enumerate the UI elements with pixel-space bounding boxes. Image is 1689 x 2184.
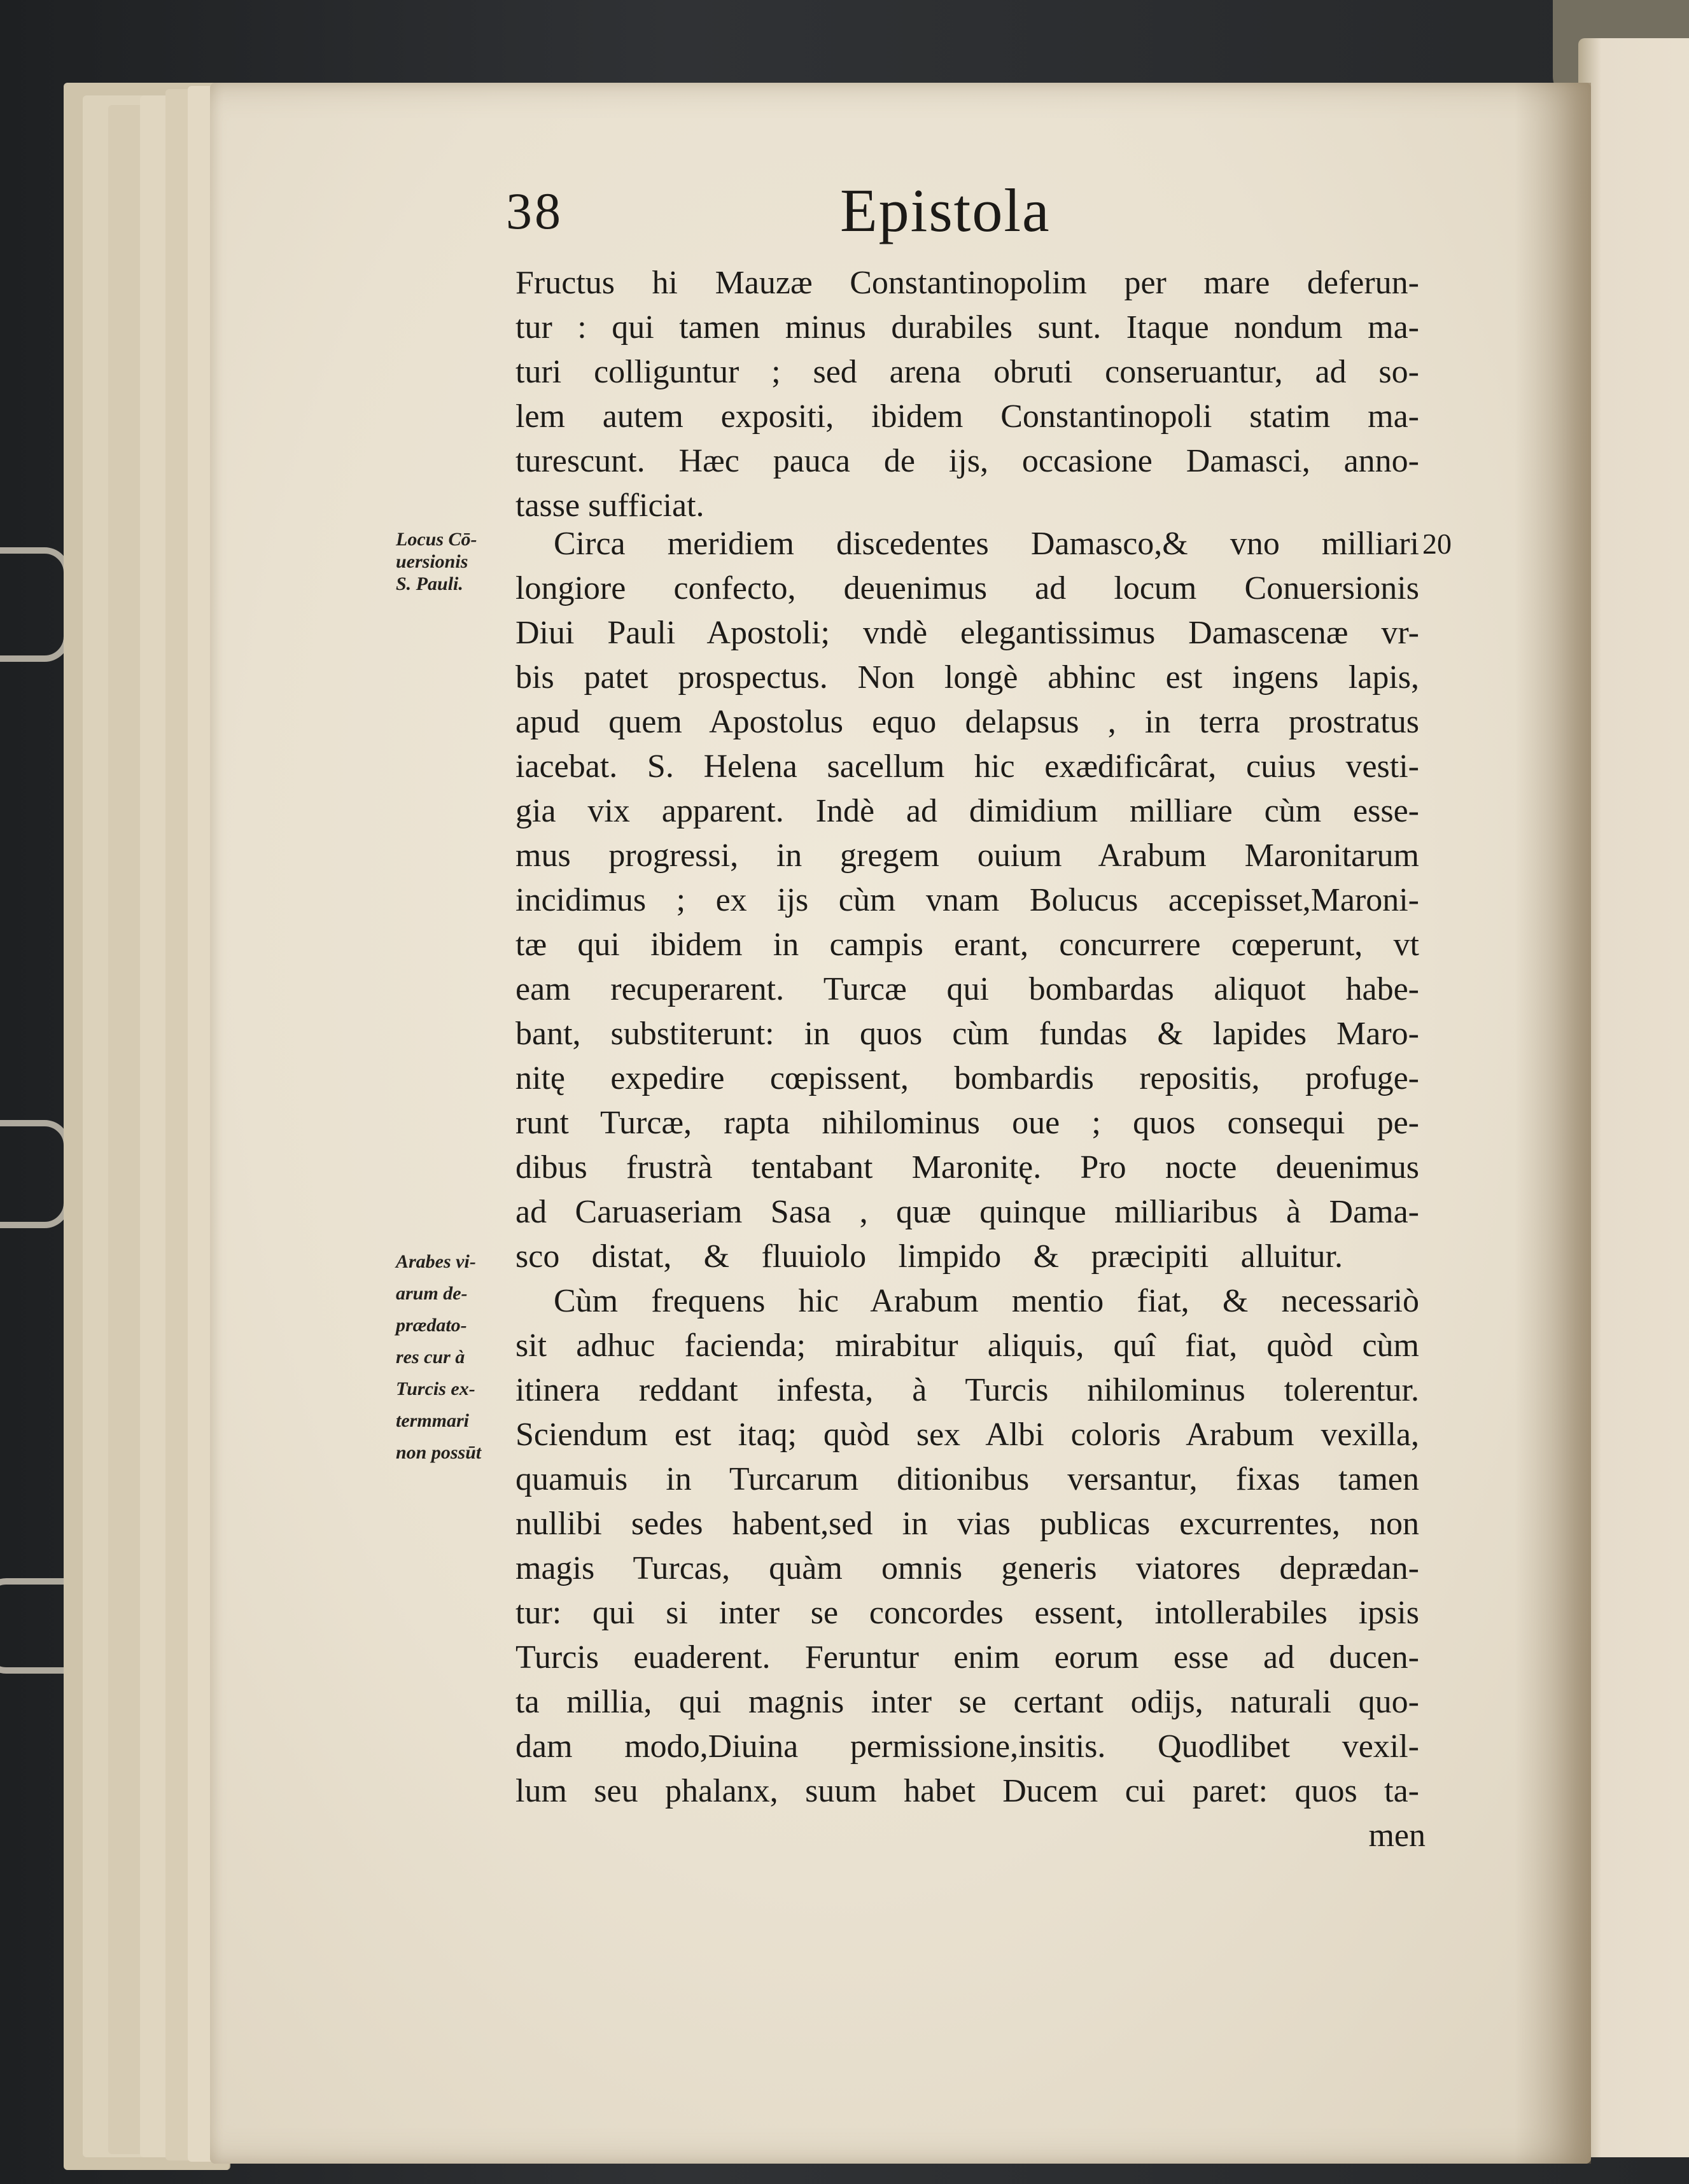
body-line: eam recuperarent. Turcæ qui bombardas aliquot habe- [515,971,1419,1007]
body-line: lem autem expositi, ibidem Constantinopoli statim ma- [515,398,1419,435]
body-line: bis patet prospectus. Non longè abhinc est ingens lapis, [515,659,1419,696]
body-line: sco distat, & fluuiolo limpido & præcipiti alluitur. [515,1238,1343,1275]
binding-cord [0,1120,70,1228]
body-line: lum seu phalanx, suum habet Ducem cui paret: quos ta- [515,1773,1419,1809]
body-line: tur : qui tamen minus durabiles sunt. Itaque nondum ma- [515,309,1419,346]
body-line: itinera reddant infesta, à Turcis nihilominus tolerentur. [515,1372,1419,1408]
body-line: iacebat. S. Helena sacellum hic exædificârat, cuius vesti- [515,748,1419,785]
body-line: dibus frustrà tentabant Maronitę. Pro nocte deuenimus [515,1149,1419,1186]
body-line: tasse sufficiat. [515,487,704,524]
body-line: dam modo,Diuina permissione,insitis. Quodlibet vexil- [515,1728,1419,1765]
running-title: Epistola [840,176,1051,244]
binding-cord [0,547,70,662]
body-line: mus progressi, in gregem ouium Arabum Maronitarum [515,837,1419,874]
line-number: 20 [1422,528,1452,560]
body-line: ad Caruaseriam Sasa , quæ quinque milliaribus à Dama- [515,1194,1419,1230]
body-line: magis Turcas, quàm omnis generis viatores deprædan- [515,1550,1419,1586]
body-line: turi colliguntur ; sed arena obruti conseruantur, ad so- [515,354,1419,390]
margin-note-line: prædato- [396,1315,467,1336]
facing-page-edge [1578,38,1689,2157]
margin-note-line: Arabes vi- [396,1251,476,1272]
body-line: longiore confecto, deuenimus ad locum Conuersionis [515,570,1419,606]
margin-note-line: Turcis ex- [396,1378,475,1399]
margin-note-line: res cur à [396,1347,465,1368]
body-line: Diui Pauli Apostoli; vndè elegantissimus Damascenæ vr- [515,615,1419,651]
catchword: men [1368,1817,1426,1854]
margin-note-line: Locus Cō- [396,529,477,550]
body-line: quamuis in Turcarum ditionibus versantur, fixas tamen [515,1461,1419,1497]
body-line: ta millia, qui magnis inter se certant odijs, naturali quo- [515,1684,1419,1720]
margin-note-line: non possūt [396,1442,482,1463]
body-line: Sciendum est itaq; quòd sex Albi coloris Arabum vexilla, [515,1417,1419,1453]
body-line: nullibi sedes habent,sed in vias publicas excurrentes, non [515,1506,1419,1542]
body-line: nitę expedire cœpissent, bombardis repositis, profuge- [515,1060,1419,1096]
body-line: bant, substiterunt: in quos cùm fundas & lapides Maro- [515,1016,1419,1052]
body-line: Circa meridiem discedentes Damasco,& vno milliari [554,526,1419,562]
body-line: tur: qui si inter se concordes essent, intollerabiles ipsis [515,1595,1419,1631]
body-line: Turcis euaderent. Feruntur enim eorum esse ad ducen- [515,1639,1419,1676]
body-line: incidimus ; ex ijs cùm vnam Bolucus accepisset,Maroni- [515,882,1419,918]
body-line: runt Turcæ, rapta nihilominus oue ; quos consequi pe- [515,1105,1419,1141]
margin-note-line: arum de- [396,1283,468,1304]
body-line: sit adhuc facienda; mirabitur aliquis, quî fiat, quòd cùm [515,1327,1419,1364]
body-line: gia vix apparent. Indè ad dimidium milliare cùm esse- [515,793,1419,829]
margin-note-line: uersionis [396,551,468,572]
body-line: apud quem Apostolus equo delapsus , in terra prostratus [515,704,1419,740]
margin-note-line: S. Pauli. [396,573,463,594]
body-line: turescunt. Hæc pauca de ijs, occasione Damasci, anno- [515,443,1419,479]
page-number: 38 [506,182,563,240]
body-line: Cùm frequens hic Arabum mentio fiat, & necessariò [554,1283,1419,1319]
margin-note-line: termmari [396,1410,470,1431]
body-line: tæ qui ibidem in campis erant, concurrere cœperunt, vt [515,927,1419,963]
body-line: Fructus hi Mauzæ Constantinopolim per mare deferun- [515,265,1419,301]
